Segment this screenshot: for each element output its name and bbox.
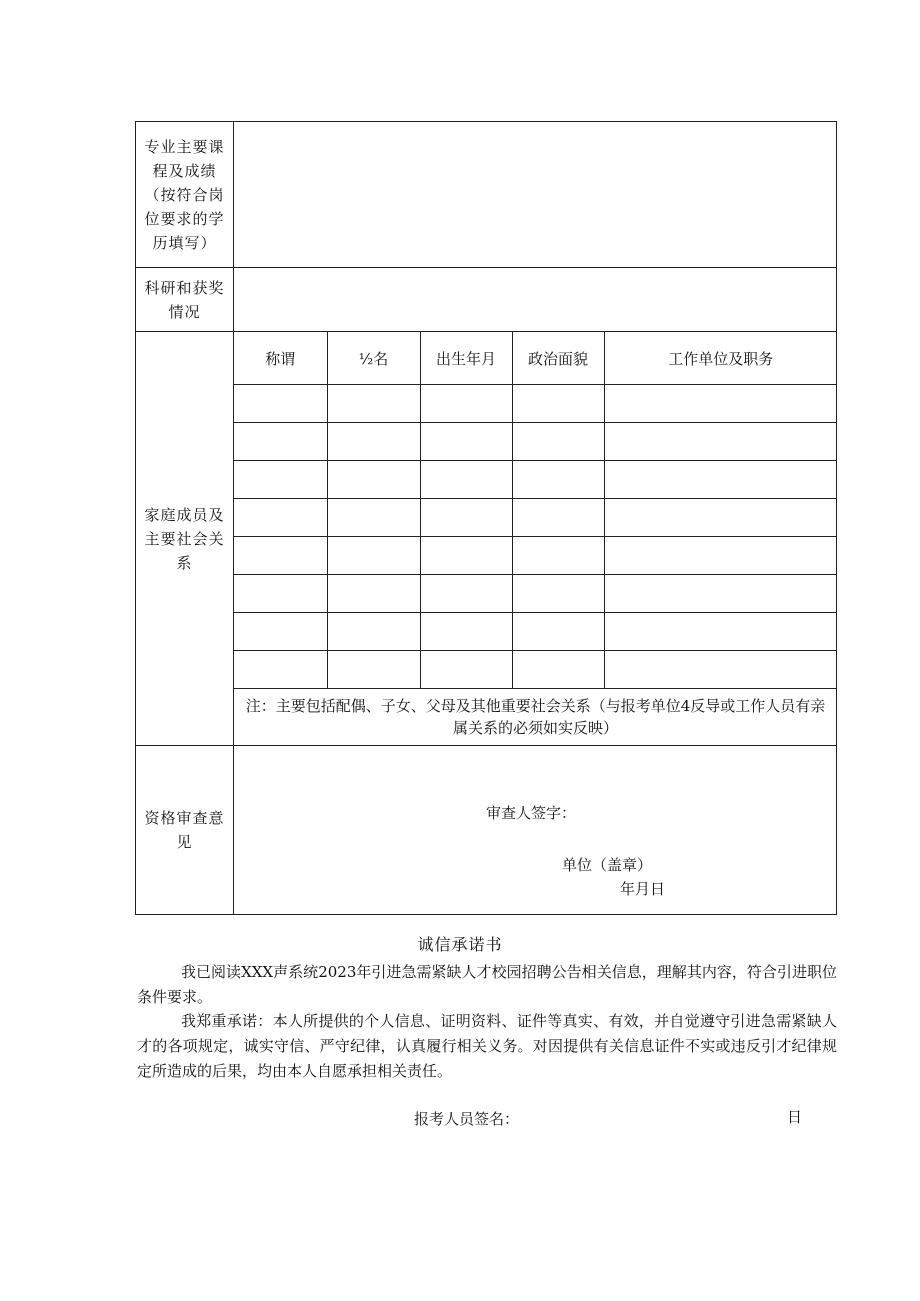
review-box bbox=[234, 746, 836, 914]
political-status-input[interactable] bbox=[512, 651, 604, 689]
header-name: ½名 bbox=[327, 332, 420, 385]
family-members-table bbox=[234, 332, 837, 745]
family-data-row bbox=[234, 461, 837, 499]
employer-input[interactable] bbox=[604, 613, 837, 651]
pledge-paragraph-2: 我郑重承诺：本人所提供的个人信息、证明资料、证件等真实、有效，并自觉遵守引进急需紧缺人才的各项规定，诚实守信、严守纪律，认真履行相关义务。对因提供有关信息证件不实或违反引才纪律规定所造成的后果，均由本人自愿承担相关责任。 bbox=[137, 1012, 837, 1080]
header-political-status: 政治面貌 bbox=[512, 332, 604, 385]
family-data-row bbox=[234, 651, 837, 689]
employer-input[interactable] bbox=[604, 575, 837, 613]
political-status-input[interactable] bbox=[512, 613, 604, 651]
header-relation: 称谓 bbox=[234, 332, 327, 385]
courses-input[interactable] bbox=[234, 122, 837, 268]
review-area bbox=[234, 746, 837, 915]
employer-input[interactable] bbox=[604, 461, 837, 499]
family-data-row bbox=[234, 423, 837, 461]
political-status-input[interactable] bbox=[512, 385, 604, 423]
political-status-input[interactable] bbox=[512, 461, 604, 499]
political-status-input[interactable] bbox=[512, 537, 604, 575]
name-input[interactable] bbox=[327, 575, 420, 613]
family-note: 注：主要包括配偶、子女、父母及其他重要社会关系（与报考单位4反导或工作人员有亲属关系的必须如实反映） bbox=[234, 689, 837, 746]
political-status-input[interactable] bbox=[512, 575, 604, 613]
review-label: 资格审查意见 bbox=[136, 746, 234, 915]
header-birth: 出生年月 bbox=[420, 332, 512, 385]
family-data-row bbox=[234, 575, 837, 613]
research-input[interactable] bbox=[234, 268, 837, 332]
family-data-row bbox=[234, 613, 837, 651]
name-input[interactable] bbox=[327, 499, 420, 537]
reviewer-signature-label: 审查人签字： bbox=[486, 804, 577, 822]
review-row bbox=[136, 746, 837, 915]
family-label: 家庭成员及主要社会关系 bbox=[136, 332, 234, 746]
birth-input[interactable] bbox=[420, 613, 512, 651]
pledge-title: 诚信承诺书 bbox=[417, 935, 503, 954]
applicant-signature-label: 报考人员签名： bbox=[414, 1110, 520, 1128]
political-status-input[interactable] bbox=[512, 499, 604, 537]
birth-input[interactable] bbox=[420, 651, 512, 689]
research-row bbox=[136, 268, 837, 332]
relation-input[interactable] bbox=[234, 575, 327, 613]
employer-input[interactable] bbox=[604, 423, 837, 461]
research-label: 科研和获奖情况 bbox=[136, 268, 234, 332]
birth-input[interactable] bbox=[420, 461, 512, 499]
name-input[interactable] bbox=[327, 423, 420, 461]
relation-input[interactable] bbox=[234, 385, 327, 423]
employer-input[interactable] bbox=[604, 537, 837, 575]
relation-input[interactable] bbox=[234, 499, 327, 537]
pledge-paragraph-1: 我已阅读XXX声系统2023年引进急需紧缺人才校园招聘公告相关信息，理解其内容，符合引进职位条件要求。 bbox=[137, 963, 837, 1006]
application-form-table bbox=[135, 121, 837, 915]
employer-input[interactable] bbox=[604, 651, 837, 689]
header-employer-position: 工作单位及职务 bbox=[604, 332, 837, 385]
birth-input[interactable] bbox=[420, 575, 512, 613]
birth-input[interactable] bbox=[420, 537, 512, 575]
review-date-label: 年月日 bbox=[620, 880, 666, 898]
relation-input[interactable] bbox=[234, 461, 327, 499]
employer-input[interactable] bbox=[604, 385, 837, 423]
employer-input[interactable] bbox=[604, 499, 837, 537]
courses-row bbox=[136, 122, 837, 268]
family-data-row bbox=[234, 499, 837, 537]
political-status-input[interactable] bbox=[512, 423, 604, 461]
relation-input[interactable] bbox=[234, 423, 327, 461]
courses-label: 专业主要课程及成绩（按符合岗位要求的学历填写） bbox=[136, 122, 234, 268]
birth-input[interactable] bbox=[420, 385, 512, 423]
family-note-row bbox=[234, 689, 837, 746]
relation-input[interactable] bbox=[234, 651, 327, 689]
review-unit-seal-label: 单位（盖章） bbox=[562, 856, 653, 874]
name-input[interactable] bbox=[327, 613, 420, 651]
family-subtable-cell bbox=[234, 332, 837, 746]
name-input[interactable] bbox=[327, 651, 420, 689]
family-header-row bbox=[234, 332, 837, 385]
signature-day-label: 日 bbox=[787, 1108, 803, 1126]
name-input[interactable] bbox=[327, 385, 420, 423]
relation-input[interactable] bbox=[234, 613, 327, 651]
birth-input[interactable] bbox=[420, 423, 512, 461]
family-data-row bbox=[234, 385, 837, 423]
relation-input[interactable] bbox=[234, 537, 327, 575]
birth-input[interactable] bbox=[420, 499, 512, 537]
family-row bbox=[136, 332, 837, 746]
family-data-row bbox=[234, 537, 837, 575]
name-input[interactable] bbox=[327, 461, 420, 499]
name-input[interactable] bbox=[327, 537, 420, 575]
